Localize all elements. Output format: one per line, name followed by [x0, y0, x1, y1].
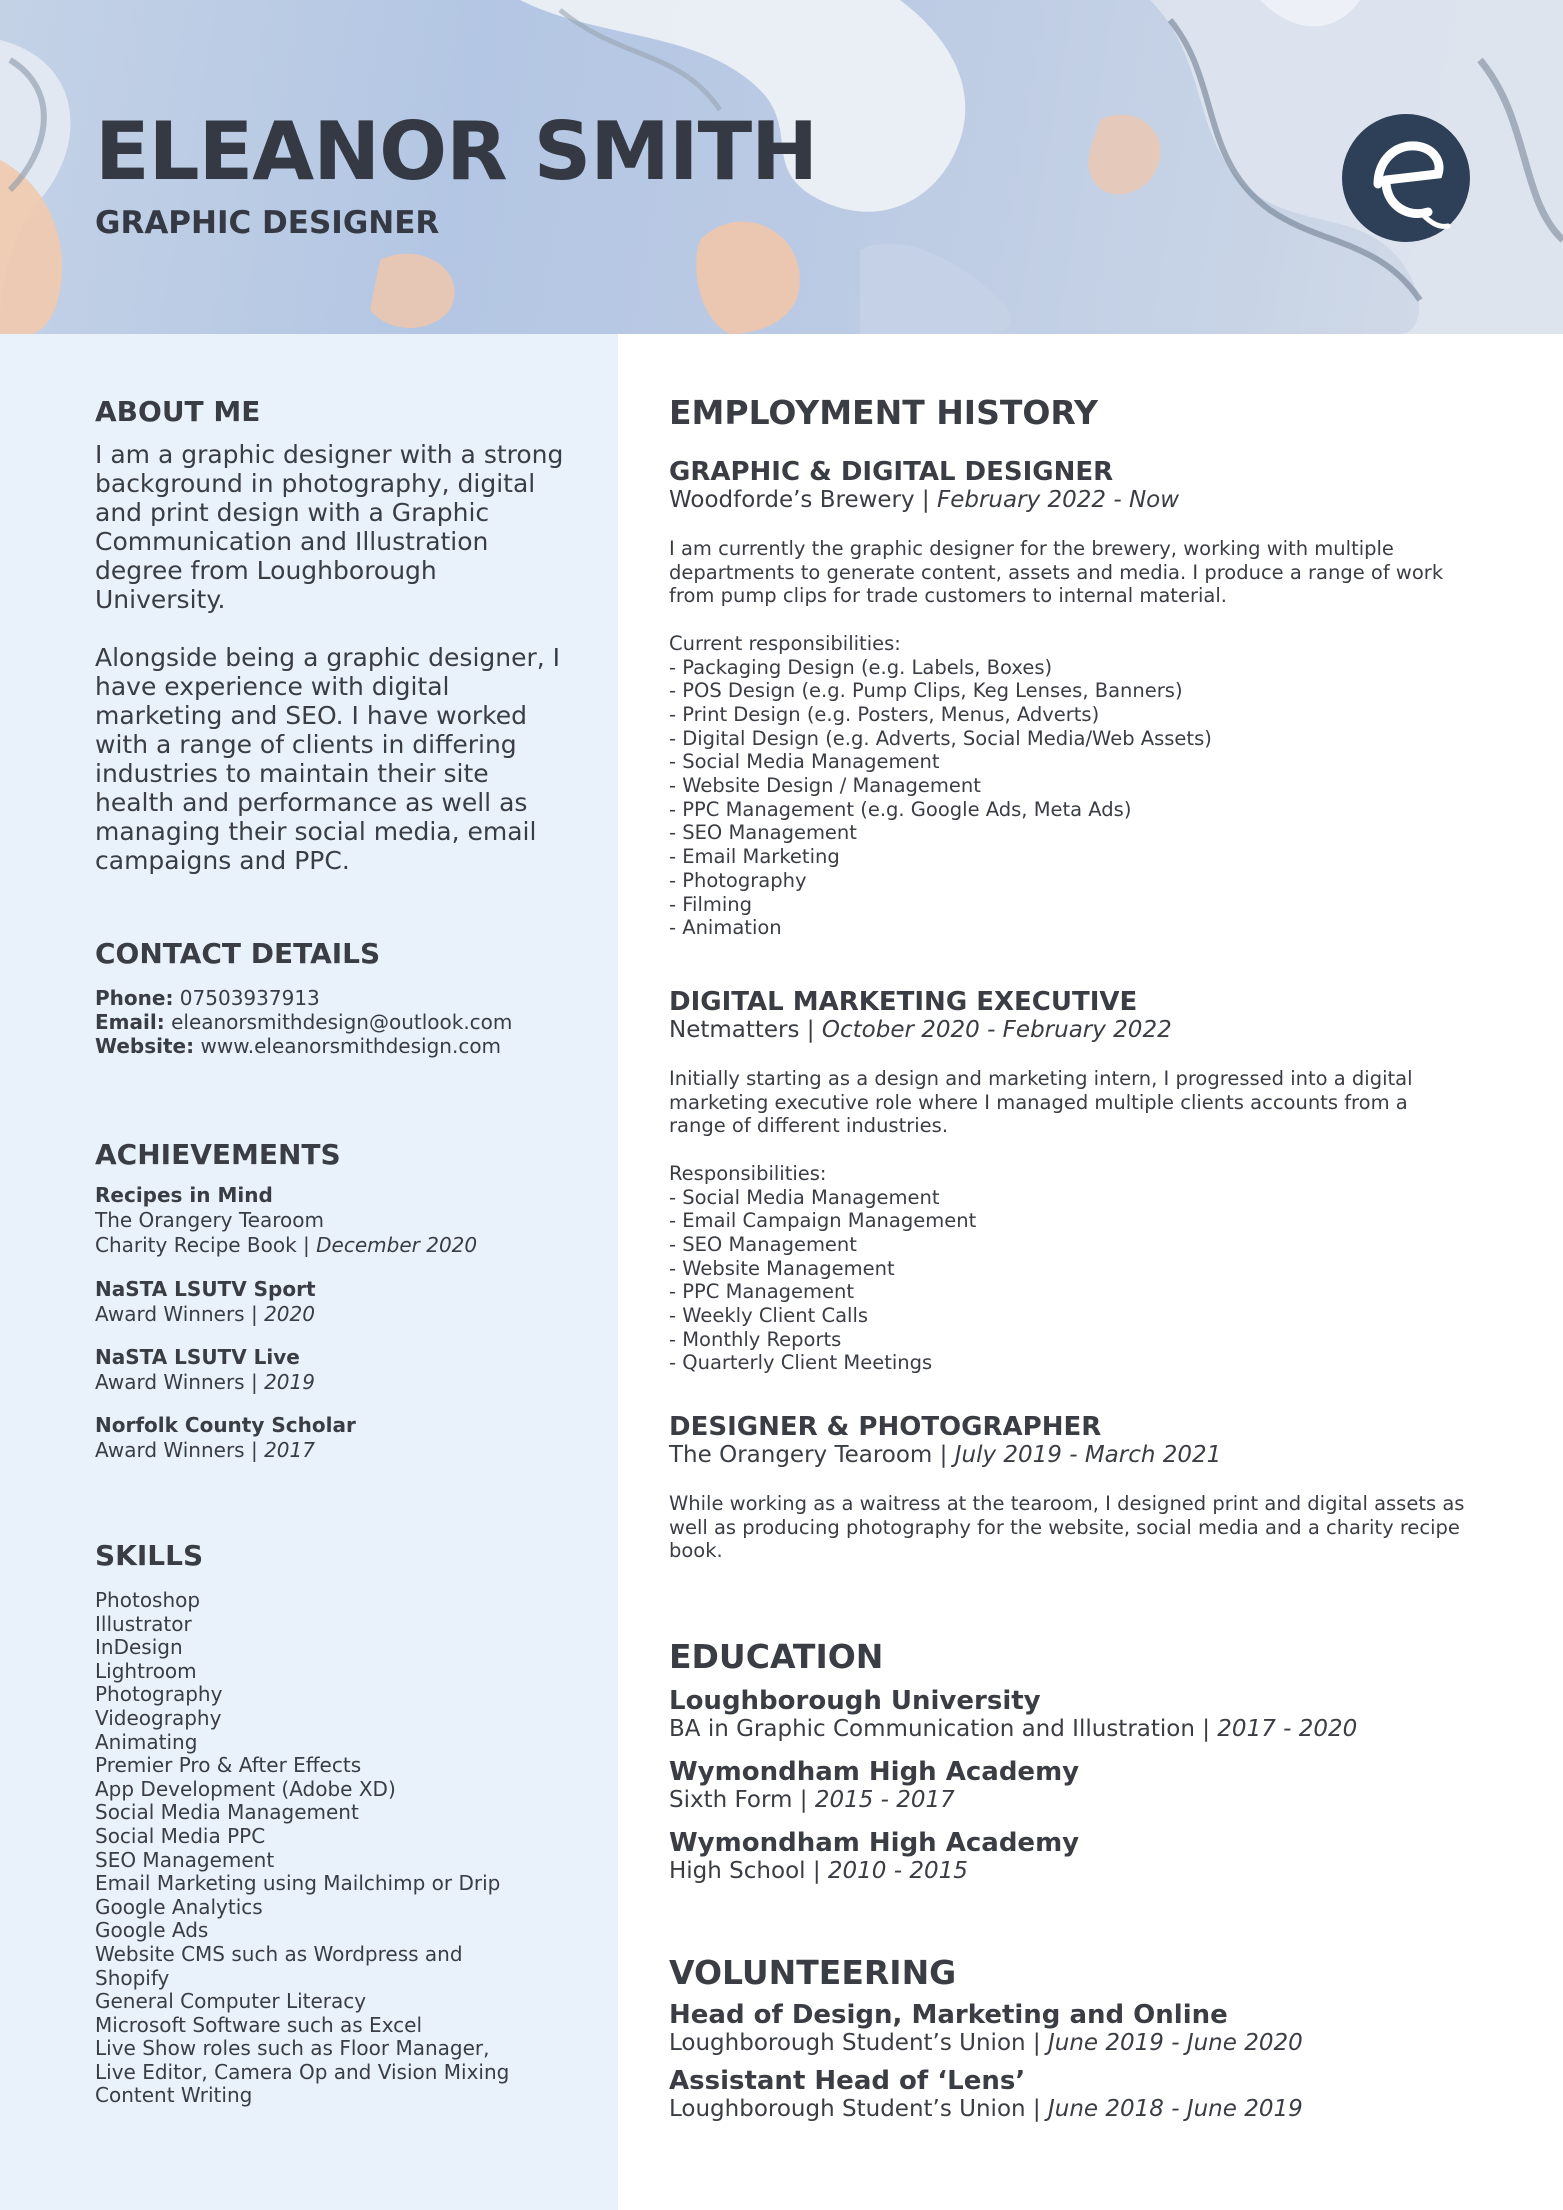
skill-item: General Computer Literacy	[95, 1989, 367, 2014]
phone-value: 07503937913	[179, 986, 320, 1010]
school-detail: BA in Graphic Communication and Illustration | 2017 - 2020	[669, 1716, 1358, 1742]
skill-item: Shopify	[95, 1965, 170, 1990]
school-dates: 2015 - 2017	[814, 1787, 955, 1813]
responsibility-item: - Quarterly Client Meetings	[669, 1351, 933, 1375]
responsibility-item: - Digital Design (e.g. Adverts, Social Media/Web Assets)	[669, 726, 1212, 750]
school-detail: High School | 2010 - 2015	[669, 1858, 968, 1884]
skill-item: Videography	[95, 1705, 222, 1730]
volunteer-dates: June 2018 - June 2019	[1047, 2096, 1303, 2122]
contact-email	[95, 1010, 512, 1034]
achievement-detail: Award Winners | 2020	[95, 1302, 315, 1326]
job-body	[669, 537, 1469, 940]
job-list-heading: Current responsibilities:	[669, 631, 901, 655]
job-responsibilities	[669, 1186, 1469, 1376]
skill-item: Website CMS such as Wordpress and	[95, 1941, 463, 1966]
skill-item: Live Show roles such as Floor Manager,	[95, 2036, 490, 2061]
skill-item: Photoshop	[95, 1588, 201, 1612]
education-item	[669, 1757, 1529, 1814]
job-entry	[669, 457, 1469, 940]
responsibility-item: - Monthly Reports	[669, 1327, 842, 1351]
about-section	[95, 440, 565, 904]
responsibility-item: - Email Marketing	[669, 845, 840, 869]
job-description: While working as a waitress at the tearoom, I designed print and digital assets as well as producing photography for the website, social media and a charity recipe book.	[669, 1492, 1465, 1563]
skills-heading: SKILLS	[95, 1539, 204, 1572]
contact-phone	[95, 986, 512, 1010]
email-label: Email:	[95, 1010, 165, 1034]
school-name: Wymondham High Academy	[669, 1757, 1080, 1787]
person-role: GRAPHIC DESIGNER	[95, 205, 440, 241]
job-body	[669, 1067, 1469, 1375]
achievements-heading: ACHIEVEMENTS	[95, 1138, 341, 1171]
skill-item: SEO Management	[95, 1847, 275, 1872]
volunteering-item	[669, 2000, 1529, 2057]
job-dates: July 2019 - March 2021	[954, 1442, 1222, 1468]
responsibility-item: - Website Design / Management	[669, 774, 981, 798]
school-name: Loughborough University	[669, 1686, 1041, 1716]
about-paragraph: Alongside being a graphic designer, I have experience with digital marketing and SEO. I have worked with a range of clients in differing industries to maintain their site health and performance as well as managing their social media, email campaigns and PPC.	[95, 643, 561, 875]
skill-item: Illustrator	[95, 1611, 192, 1636]
achievement-title: Norfolk County Scholar	[95, 1413, 356, 1437]
education-item	[669, 1828, 1529, 1885]
achievement-date: December 2020	[316, 1233, 478, 1257]
job-title: DESIGNER & PHOTOGRAPHER	[669, 1412, 1102, 1442]
achievement-item	[95, 1277, 575, 1327]
skill-item: Live Editor, Camera Op and Vision Mixing	[95, 2059, 510, 2084]
employment-heading: EMPLOYMENT HISTORY	[669, 393, 1098, 432]
volunteer-org: Loughborough Student’s Union | June 2019 - June 2020	[669, 2030, 1303, 2056]
job-company: The Orangery Tearoom | July 2019 - March 2021	[669, 1442, 1222, 1468]
responsibility-item: - Filming	[669, 892, 753, 916]
achievement-item	[95, 1413, 575, 1463]
school-dates: 2017 - 2020	[1217, 1716, 1358, 1742]
skill-item: Microsoft Software such as Excel	[95, 2012, 423, 2037]
responsibility-item: - Social Media Management	[669, 1185, 940, 1209]
job-body	[669, 1492, 1469, 1563]
achievement-date: 2019	[264, 1370, 315, 1394]
skill-item: Google Ads	[95, 1918, 209, 1943]
job-title: GRAPHIC & DIGITAL DESIGNER	[669, 457, 1114, 487]
skill-item: Lightroom	[95, 1658, 197, 1683]
achievement-title: Recipes in Mind	[95, 1183, 273, 1207]
achievement-title: NaSTA LSUTV Live	[95, 1345, 300, 1369]
logo-e-icon	[1342, 114, 1470, 242]
achievement-detail: Award Winners | 2017	[95, 1438, 315, 1462]
responsibility-item: - SEO Management	[669, 1232, 857, 1256]
job-dates: February 2022 - Now	[937, 487, 1180, 513]
responsibility-item: - Email Campaign Management	[669, 1209, 977, 1233]
school-name: Wymondham High Academy	[669, 1828, 1080, 1858]
job-description: I am currently the graphic designer for the brewery, working with multiple departments to generate content, assets and media. I produce a range of work from pump clips for trade customers to internal material.	[669, 537, 1444, 608]
skill-item: Animating	[95, 1729, 198, 1754]
responsibility-item: - PPC Management	[669, 1280, 855, 1304]
job-title: DIGITAL MARKETING EXECUTIVE	[669, 987, 1138, 1017]
achievement-detail: Award Winners | 2019	[95, 1370, 315, 1394]
phone-label: Phone:	[95, 986, 174, 1010]
job-dates: October 2020 - February 2022	[821, 1017, 1172, 1043]
contact-heading: CONTACT DETAILS	[95, 937, 381, 970]
achievement-date: 2020	[264, 1302, 315, 1326]
job-entry	[669, 1412, 1469, 1587]
job-company: Woodforde’s Brewery | February 2022 - Now	[669, 487, 1180, 513]
website-label: Website:	[95, 1034, 195, 1058]
skill-item: Photography	[95, 1682, 223, 1707]
header-banner	[0, 0, 1563, 334]
achievement-date: 2017	[264, 1438, 315, 1462]
school-detail: Sixth Form | 2015 - 2017	[669, 1787, 955, 1813]
school-dates: 2010 - 2015	[827, 1858, 968, 1884]
volunteer-org: Loughborough Student’s Union | June 2018 - June 2019	[669, 2096, 1303, 2122]
achievement-item	[95, 1183, 575, 1258]
about-heading: ABOUT ME	[95, 395, 261, 428]
responsibility-item: - PPC Management (e.g. Google Ads, Meta Ads)	[669, 797, 1132, 821]
about-paragraph: I am a graphic designer with a strong background in photography, digital and print design with a Graphic Communication and Illustration degree from Loughborough University.	[95, 440, 564, 614]
achievement-detail: Charity Recipe Book | December 2020	[95, 1233, 478, 1257]
skill-item: InDesign	[95, 1635, 183, 1660]
education-heading: EDUCATION	[669, 1637, 884, 1676]
responsibility-item: - POS Design (e.g. Pump Clips, Keg Lenses, Banners)	[669, 679, 1183, 703]
skills-list	[95, 1589, 575, 2108]
skill-item: Premier Pro & After Effects	[95, 1753, 362, 1778]
volunteering-item	[669, 2066, 1529, 2123]
website-value[interactable]: www.eleanorsmithdesign.com	[200, 1034, 502, 1058]
achievement-org: The Orangery Tearoom	[95, 1208, 324, 1232]
education-item	[669, 1686, 1529, 1743]
achievement-title: NaSTA LSUTV Sport	[95, 1277, 316, 1301]
job-list-heading: Responsibilities:	[669, 1161, 827, 1185]
skill-item: App Development (Adobe XD)	[95, 1776, 396, 1801]
skill-item: Social Media Management	[95, 1800, 359, 1825]
responsibility-item: - Social Media Management	[669, 750, 940, 774]
person-name: ELEANOR SMITH	[95, 105, 818, 198]
responsibility-item: - Animation	[669, 916, 782, 940]
responsibility-item: - Website Management	[669, 1256, 895, 1280]
volunteer-dates: June 2019 - June 2020	[1047, 2030, 1303, 2056]
skill-item: Content Writing	[95, 2083, 253, 2108]
contact-details	[95, 986, 512, 1058]
skill-item: Google Analytics	[95, 1894, 263, 1919]
volunteering-heading: VOLUNTEERING	[669, 1953, 957, 1992]
skill-item: Email Marketing using Mailchimp or Drip	[95, 1871, 501, 1896]
volunteer-role: Head of Design, Marketing and Online	[669, 2000, 1228, 2030]
job-description: Initially starting as a design and marketing intern, I progressed into a digital marketing executive role where I managed multiple clients accounts from a range of different industries.	[669, 1067, 1413, 1138]
job-responsibilities	[669, 656, 1469, 940]
responsibility-item: - Weekly Client Calls	[669, 1304, 869, 1328]
achievement-item	[95, 1345, 575, 1395]
skill-item: Social Media PPC	[95, 1823, 266, 1848]
email-value[interactable]: eleanorsmithdesign@outlook.com	[171, 1010, 513, 1034]
responsibility-item: - Packaging Design (e.g. Labels, Boxes)	[669, 655, 1053, 679]
responsibility-item: - SEO Management	[669, 821, 857, 845]
job-company: Netmatters | October 2020 - February 2022	[669, 1017, 1172, 1043]
job-entry	[669, 987, 1469, 1375]
volunteer-role: Assistant Head of ‘Lens’	[669, 2066, 1026, 2096]
responsibility-item: - Print Design (e.g. Posters, Menus, Adverts)	[669, 702, 1100, 726]
contact-website	[95, 1034, 512, 1058]
responsibility-item: - Photography	[669, 868, 807, 892]
